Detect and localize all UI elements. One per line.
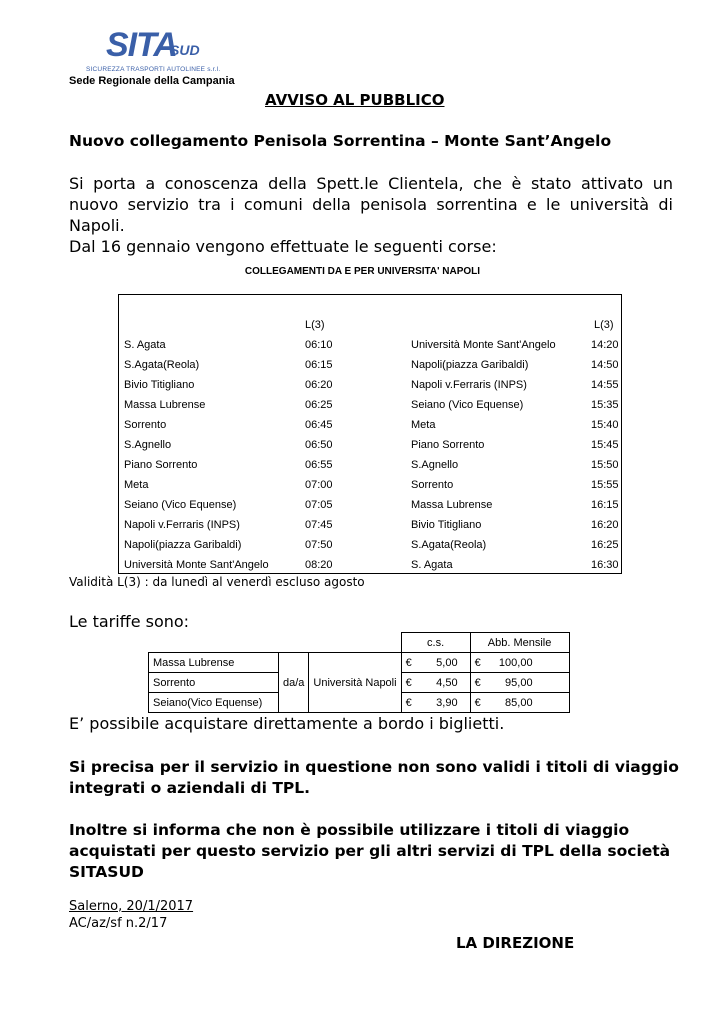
outbound-stop: S.Agnello bbox=[124, 439, 172, 451]
outbound-time: 07:05 bbox=[305, 499, 333, 511]
outbound-stop: Sorrento bbox=[124, 419, 167, 431]
outbound-time: 06:25 bbox=[305, 399, 333, 411]
outbound-stop: S.Agata(Reola) bbox=[124, 359, 200, 371]
validity-note: Validità L(3) : da lunedì al venerdì escluso agosto bbox=[69, 575, 365, 589]
signature: LA DIREZIONE bbox=[456, 934, 575, 952]
sitasud-ticket-note: Inoltre si informa che non è possibile utilizzare i titoli di viaggio acquistati per questo servizio per gli altri servizi di TPL della società SITASUD bbox=[69, 821, 671, 881]
fare-monthly: € 85,00 bbox=[470, 693, 569, 713]
schedule-row bbox=[119, 535, 621, 555]
outbound-stop: Università Monte Sant'Angelo bbox=[124, 559, 269, 571]
return-stop: S. Agata bbox=[411, 559, 453, 571]
fares-row bbox=[149, 653, 570, 673]
fare-cs: € 3,90 bbox=[401, 693, 470, 713]
fares-label: Le tariffe sono: bbox=[69, 612, 190, 631]
outbound-time: 07:00 bbox=[305, 479, 333, 491]
schedule-row bbox=[119, 555, 621, 575]
outbound-time: 06:55 bbox=[305, 459, 333, 471]
outbound-time: 06:15 bbox=[305, 359, 333, 371]
schedule-header-row bbox=[119, 315, 621, 335]
fare-origin: Seiano(Vico Equense) bbox=[149, 693, 279, 713]
fare-direction: da/a bbox=[279, 653, 309, 713]
return-stop: Bivio Titigliano bbox=[411, 519, 482, 531]
fares-table bbox=[148, 632, 570, 713]
return-stop: Napoli v.Ferraris (INPS) bbox=[411, 379, 527, 391]
return-time: 15:50 bbox=[591, 459, 619, 471]
fare-cs: € 4,50 bbox=[401, 673, 470, 693]
protocol-number: AC/az/sf n.2/17 bbox=[69, 916, 168, 931]
onboard-ticket-note: E’ possibile acquistare direttamente a bordo i biglietti. bbox=[69, 714, 505, 733]
return-time: 15:40 bbox=[591, 419, 619, 431]
fare-origin: Massa Lubrense bbox=[149, 653, 279, 673]
return-time: 14:50 bbox=[591, 359, 619, 371]
outbound-stop: Piano Sorrento bbox=[124, 459, 198, 471]
fare-monthly: € 100,00 bbox=[470, 653, 569, 673]
schedule-row bbox=[119, 495, 621, 515]
return-stop: Seiano (Vico Equense) bbox=[411, 399, 524, 411]
outbound-time: 06:50 bbox=[305, 439, 333, 451]
tpl-validity-note: Si precisa per il servizio in questione non sono validi i titoli di viaggio integrati o aziendali di TPL. bbox=[69, 758, 679, 797]
schedule-row bbox=[119, 415, 621, 435]
outbound-time: 06:10 bbox=[305, 339, 333, 351]
outbound-stop: Napoli(piazza Garibaldi) bbox=[124, 539, 242, 551]
fare-origin: Sorrento bbox=[149, 673, 279, 693]
fare-monthly: € 95,00 bbox=[470, 673, 569, 693]
return-stop: Piano Sorrento bbox=[411, 439, 485, 451]
logo-brand-suffix: SUD bbox=[170, 42, 200, 58]
schedule-row bbox=[119, 455, 621, 475]
return-time: 14:20 bbox=[591, 339, 619, 351]
notice-subtitle: Nuovo collegamento Penisola Sorrentina – Monte Sant’Angelo bbox=[69, 132, 612, 150]
schedule-row bbox=[119, 335, 621, 355]
outbound-time: 07:45 bbox=[305, 519, 333, 531]
fares-header-monthly: Abb. Mensile bbox=[470, 633, 569, 653]
outbound-stop: S. Agata bbox=[124, 339, 166, 351]
return-stop: S.Agata(Reola) bbox=[411, 539, 487, 551]
outbound-time: 08:20 bbox=[305, 559, 333, 571]
schedule-row bbox=[119, 355, 621, 375]
schedule-table bbox=[118, 294, 622, 574]
schedule-row bbox=[119, 475, 621, 495]
intro-paragraph: Si porta a conoscenza della Spett.le Clientela, che è stato attivato un nuovo servizio tra i comuni della penisola sorrentina e le università di Napoli. bbox=[69, 174, 673, 235]
header-return-line: L(3) bbox=[594, 319, 614, 331]
return-stop: Napoli(piazza Garibaldi) bbox=[411, 359, 529, 371]
return-stop: Meta bbox=[411, 419, 436, 431]
return-time: 15:45 bbox=[591, 439, 619, 451]
fare-destination: Università Napoli bbox=[309, 653, 401, 713]
logo-region: Sede Regionale della Campania bbox=[69, 75, 235, 87]
sitasud-logo bbox=[69, 26, 235, 92]
outbound-stop: Massa Lubrense bbox=[124, 399, 206, 411]
return-time: 16:25 bbox=[591, 539, 619, 551]
return-stop: Sorrento bbox=[411, 479, 454, 491]
return-time: 16:30 bbox=[591, 559, 619, 571]
schedule-row bbox=[119, 515, 621, 535]
outbound-time: 06:20 bbox=[305, 379, 333, 391]
return-time: 16:20 bbox=[591, 519, 619, 531]
schedule-row bbox=[119, 375, 621, 395]
header-outbound-line: L(3) bbox=[305, 319, 325, 331]
return-stop: Università Monte Sant'Angelo bbox=[411, 339, 556, 351]
fares-header-cs: c.s. bbox=[401, 633, 470, 653]
return-time: 16:15 bbox=[591, 499, 619, 511]
outbound-stop: Seiano (Vico Equense) bbox=[124, 499, 237, 511]
intro-start-date: Dal 16 gennaio vengono effettuate le seguenti corse: bbox=[69, 237, 497, 256]
fares-header-row bbox=[149, 633, 570, 653]
intro-text bbox=[69, 173, 673, 257]
logo-tagline: SICUREZZA TRASPORTI AUTOLINEE s.r.l. bbox=[86, 66, 221, 73]
outbound-time: 06:45 bbox=[305, 419, 333, 431]
outbound-stop: Bivio Titigliano bbox=[124, 379, 195, 391]
outbound-stop: Meta bbox=[124, 479, 149, 491]
logo-brand: SITA bbox=[106, 26, 177, 64]
schedule-row bbox=[119, 395, 621, 415]
return-time: 15:55 bbox=[591, 479, 619, 491]
schedule-caption: COLLEGAMENTI DA E PER UNIVERSITA' NAPOLI bbox=[244, 266, 481, 277]
notice-title: AVVISO AL PUBBLICO bbox=[265, 91, 445, 109]
fare-cs: € 5,00 bbox=[401, 653, 470, 673]
return-time: 14:55 bbox=[591, 379, 619, 391]
return-stop: Massa Lubrense bbox=[411, 499, 493, 511]
return-stop: S.Agnello bbox=[411, 459, 459, 471]
outbound-time: 07:50 bbox=[305, 539, 333, 551]
outbound-stop: Napoli v.Ferraris (INPS) bbox=[124, 519, 240, 531]
notice-date: Salerno, 20/1/2017 bbox=[69, 899, 194, 914]
return-time: 15:35 bbox=[591, 399, 619, 411]
schedule-row bbox=[119, 435, 621, 455]
